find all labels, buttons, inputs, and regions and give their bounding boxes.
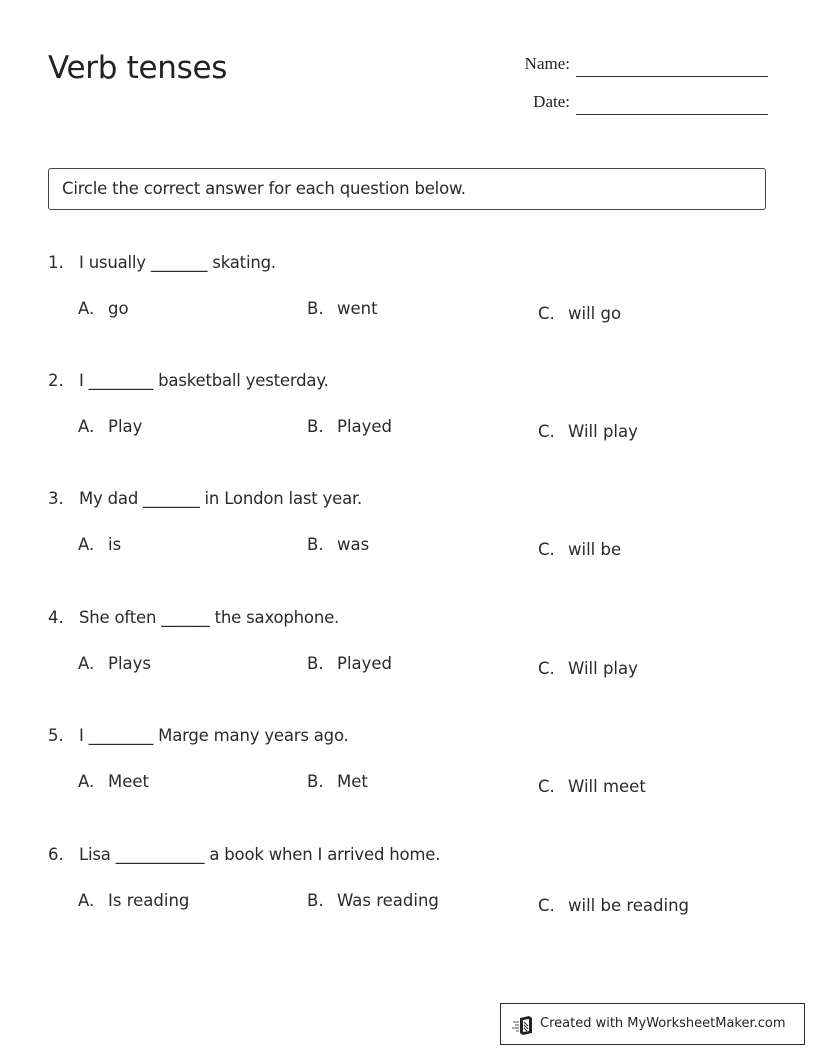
choice-b[interactable] [307, 416, 392, 438]
date-blank-line[interactable] [576, 114, 768, 115]
choice-text: will go [568, 304, 622, 323]
question-text: I ________ basketball yesterday. [79, 371, 329, 390]
choice-letter: C. [538, 304, 555, 323]
question-number: 2. [48, 371, 64, 390]
choice-text: will be reading [568, 896, 690, 915]
date-label: Date: [533, 92, 570, 111]
choice-a[interactable] [78, 416, 142, 438]
choice-letter: A. [78, 772, 95, 791]
choice-text: went [337, 299, 378, 318]
question-2 [48, 370, 768, 470]
choice-letter: C. [538, 896, 555, 915]
choice-text: Meet [108, 772, 150, 791]
choice-text: go [108, 299, 129, 318]
choice-c[interactable] [538, 421, 638, 443]
choice-text: Played [337, 417, 393, 436]
choice-letter: B. [307, 654, 324, 673]
question-3 [48, 488, 768, 588]
question-text: I usually _______ skating. [79, 253, 276, 272]
choice-text: Will play [568, 422, 638, 441]
choice-b[interactable] [307, 534, 369, 556]
choice-letter: C. [538, 659, 555, 678]
choice-text: Played [337, 654, 393, 673]
choice-b[interactable] [307, 890, 439, 912]
choice-a[interactable] [78, 298, 129, 320]
question-4 [48, 607, 768, 707]
question-number: 5. [48, 726, 64, 745]
question-text: Lisa ___________ a book when I arrived home. [79, 845, 441, 864]
choice-text: Is reading [108, 891, 190, 910]
instructions-box: Circle the correct answer for each question below. [48, 168, 766, 210]
choice-text: Met [337, 772, 368, 791]
choice-b[interactable] [307, 298, 378, 320]
question-number: 6. [48, 845, 64, 864]
question-1 [48, 252, 768, 352]
choice-b[interactable] [307, 771, 368, 793]
choice-letter: B. [307, 891, 324, 910]
worksheet-maker-logo-icon [512, 1013, 534, 1035]
choice-text: was [337, 535, 370, 554]
choice-letter: C. [538, 540, 555, 559]
choice-letter: A. [78, 891, 95, 910]
choice-text: Plays [108, 654, 152, 673]
choice-b[interactable] [307, 653, 392, 675]
choice-a[interactable] [78, 534, 121, 556]
page-title: Verb tenses [48, 50, 228, 86]
choice-a[interactable] [78, 890, 189, 912]
choice-a[interactable] [78, 771, 149, 793]
choice-letter: A. [78, 654, 95, 673]
question-text: She often ______ the saxophone. [79, 608, 340, 627]
choice-letter: B. [307, 535, 324, 554]
choice-text: is [108, 535, 122, 554]
question-text: I ________ Marge many years ago. [79, 726, 349, 745]
choice-text: will be [568, 540, 622, 559]
choice-c[interactable] [538, 303, 621, 325]
name-label: Name: [524, 54, 570, 73]
choice-letter: A. [78, 535, 95, 554]
choice-text: Was reading [337, 891, 439, 910]
choice-letter: B. [307, 299, 324, 318]
choice-letter: A. [78, 417, 95, 436]
choice-text: Will play [568, 659, 638, 678]
choice-text: Will meet [568, 777, 646, 796]
choice-letter: B. [307, 772, 324, 791]
choice-letter: C. [538, 422, 555, 441]
choice-text: Play [108, 417, 143, 436]
choice-letter: C. [538, 777, 555, 796]
credit-text: Created with MyWorksheetMaker.com [540, 1016, 786, 1031]
question-5 [48, 725, 768, 825]
choice-c[interactable] [538, 658, 638, 680]
question-number: 3. [48, 489, 64, 508]
name-blank-line[interactable] [576, 76, 768, 77]
choice-letter: A. [78, 299, 95, 318]
choice-c[interactable] [538, 895, 689, 917]
question-6 [48, 844, 768, 944]
question-text: My dad _______ in London last year. [79, 489, 363, 508]
choice-letter: B. [307, 417, 324, 436]
question-number: 4. [48, 608, 64, 627]
choice-c[interactable] [538, 776, 646, 798]
choice-a[interactable] [78, 653, 151, 675]
question-number: 1. [48, 253, 64, 272]
choice-c[interactable] [538, 539, 621, 561]
credit-badge[interactable] [500, 1003, 805, 1045]
